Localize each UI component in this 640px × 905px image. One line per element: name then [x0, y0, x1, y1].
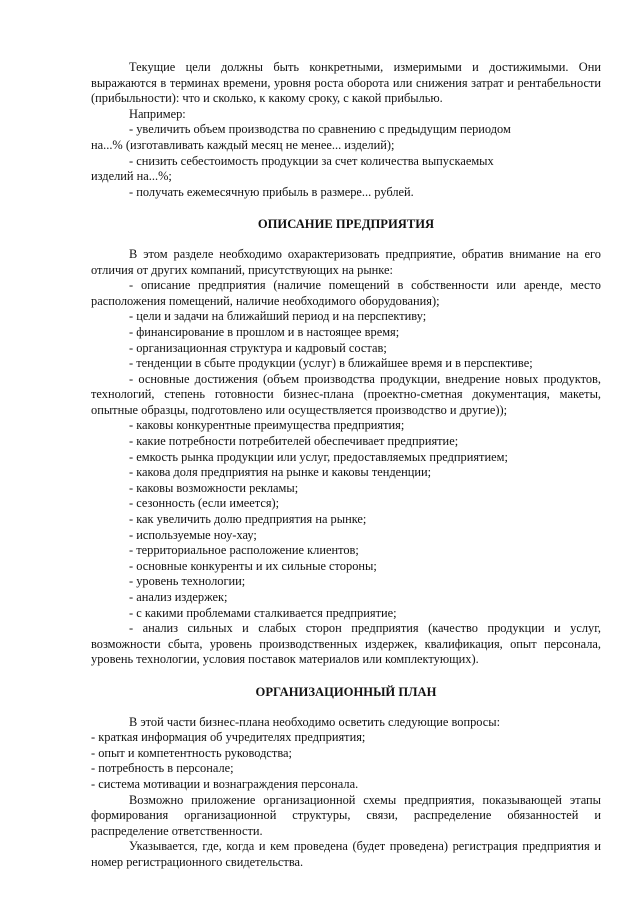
- example-item-1: - увеличить объем производства по сравнению с предыдущим периодом: [129, 122, 511, 137]
- list-item: - потребность в персонале;: [91, 761, 234, 776]
- list-item: - анализ издержек;: [129, 590, 228, 604]
- example-item-3: - получать ежемесячную прибыль в размере... рублей.: [129, 184, 414, 199]
- list-item: - опыт и компетентность руководства;: [91, 745, 292, 760]
- goals-paragraph: Текущие цели должны быть конкретными, измеримыми и достижимыми. Они выражаются в терминах времени, уровня роста оборота или снижения затрат и рентабельности (прибыльности): что и сколько, к какому сроку, с какой прибылью.: [91, 60, 601, 106]
- list-item: - краткая информация об учредителях предприятия;: [91, 730, 366, 745]
- list-item: - цели и задачи на ближайший период и на перспективу;: [129, 309, 427, 324]
- example-item-2-cont: изделий на...%;: [91, 169, 172, 184]
- list-item: - тенденции в сбыте продукции (услуг) в ближайшее время и в перспективе;: [129, 356, 533, 371]
- list-item: - сезонность (если имеется);: [129, 496, 280, 511]
- list-item: - емкость рынка продукции или услуг, предоставляемых предприятием;: [129, 449, 508, 464]
- section-title-org-plan: ОРГАНИЗАЦИОННЫЙ ПЛАН: [255, 684, 437, 699]
- list-item: - основные конкуренты и их сильные стороны;: [129, 558, 377, 573]
- list-item: - какова доля предприятия на рынке и каковы тенденции;: [129, 465, 432, 480]
- list-item: - используемые ноу-хау;: [129, 527, 257, 542]
- document-body: [91, 60, 601, 871]
- list-item: - каковы конкурентные преимущества предприятия;: [129, 418, 405, 433]
- list-item: - каковы возможности рекламы;: [129, 480, 299, 495]
- list-item: - финансирование в прошлом и в настоящее время;: [129, 324, 400, 339]
- list-item: - основные достижения (объем производства продукции, внедрение новых продуктов, технологий, степень готовности бизнес-плана (проектно-сметная документация, макеты, опытные образцы, подготовлено или осуществляется производство и другие));: [91, 371, 601, 417]
- section-title-company: ОПИСАНИЕ ПРЕДПРИЯТИЯ: [257, 217, 435, 232]
- org-intro: В этой части бизнес-плана необходимо осветить следующие вопросы:: [129, 714, 501, 729]
- list-item: - с какими проблемами сталкивается предприятие;: [129, 605, 397, 620]
- list-item: - как увеличить долю предприятия на рынке;: [129, 512, 367, 527]
- list-item: - уровень технологии;: [129, 574, 246, 589]
- org-paragraph-1: Возможно приложение организационной схемы предприятия, показывающей этапы формирования организационной структуры, связи, распределение обязанностей и распределение ответственности.: [91, 792, 601, 838]
- list-item: - анализ сильных и слабых сторон предприятия (качество продукции и услуг, возможности сбыта, уровень производственных издержек, квалификация, опыт персонала, уровень технологии, условия поставок материалов или комплектующих).: [91, 621, 601, 667]
- company-intro: В этом разделе необходимо охарактеризовать предприятие, обратив внимание на его отличия от других компаний, присутствующих на рынке:: [91, 246, 601, 277]
- list-item: - территориальное расположение клиентов;: [129, 543, 359, 558]
- list-item: - какие потребности потребителей обеспечивает предприятие;: [129, 434, 459, 449]
- list-item: - система мотивации и вознаграждения персонала.: [91, 776, 359, 791]
- list-item: - описание предприятия (наличие помещений в собственности или аренде, место расположения помещений, наличие необходимого оборудования);: [91, 278, 601, 308]
- org-paragraph-2: Указывается, где, когда и кем проведена (будет проведена) регистрация предприятия и номер регистрационного свидетельства.: [91, 839, 601, 869]
- example-label: Например:: [129, 106, 186, 121]
- list-item: - организационная структура и кадровый состав;: [129, 340, 387, 355]
- example-item-2: - снизить себестоимость продукции за счет количества выпускаемых: [129, 153, 494, 168]
- example-item-1-cont: на...% (изготавливать каждый месяц не менее... изделий);: [91, 137, 395, 152]
